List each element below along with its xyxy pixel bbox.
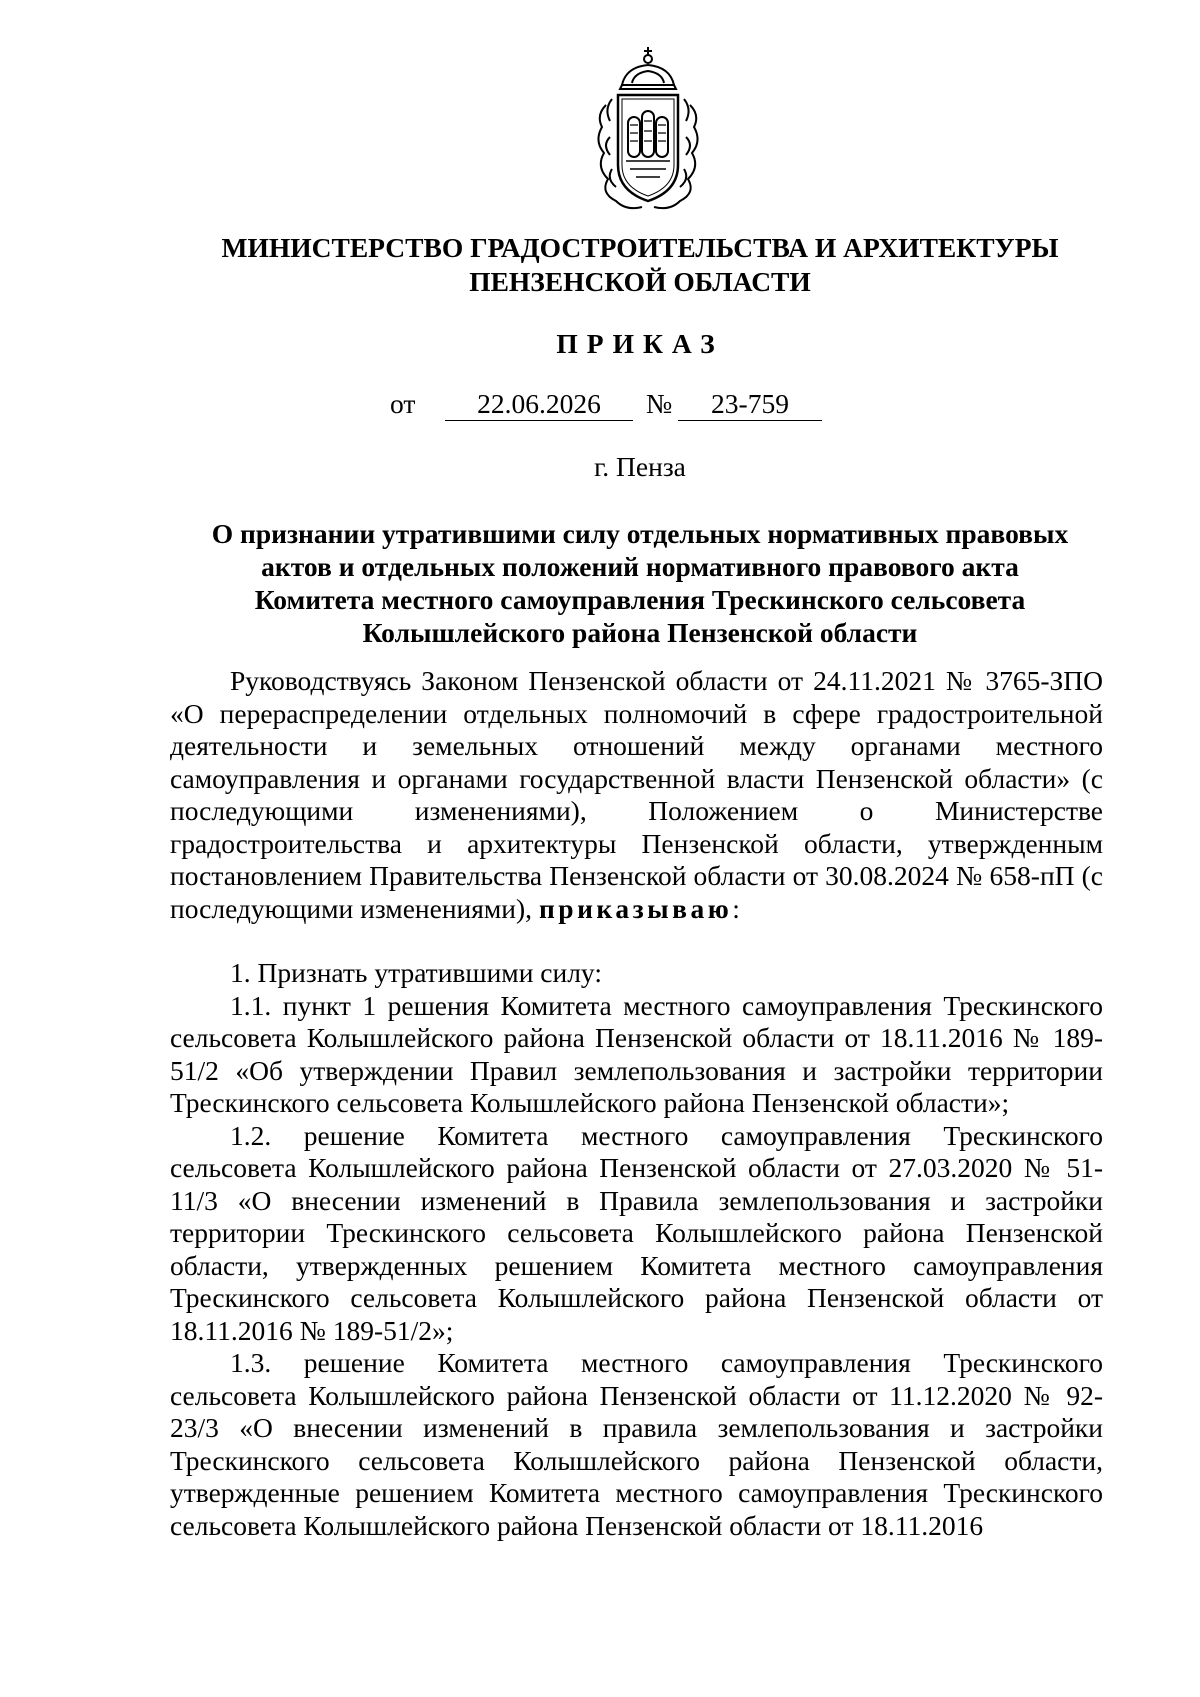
document-type: ПРИКАЗ xyxy=(556,328,724,359)
title-line-3: Комитета местного самоуправления Трескинского сельсовета xyxy=(254,584,1026,615)
date-prefix: от xyxy=(390,388,416,419)
city: г. Пенза xyxy=(594,451,686,482)
preamble-end: : xyxy=(732,892,740,924)
title-line-2: актов и отдельных положений нормативного правового акта xyxy=(261,551,1019,582)
document-title xyxy=(150,517,1130,649)
order-date: 22.06.2026 xyxy=(445,388,633,421)
item-1-2: 1.2. решение Комитета местного самоуправления Трескинского сельсовета Колышлейского района Пензенской области от 27.03.2020 № 51-11/3 «О внесении изменений в Правила землепользования и застройки территории Трескинского сельсовета Колышлейского района Пензенской области, утвержденных решением Комитета местного самоуправления Трескинского сельсовета Колышлейского района Пензенской области от 18.11.2016 № 189-51/2»; xyxy=(170,1119,1103,1346)
title-line-4: Колышлейского района Пензенской области xyxy=(362,617,918,648)
order-number: 23-759 xyxy=(678,388,822,421)
preamble-paragraph xyxy=(170,665,1103,925)
ministry-name xyxy=(0,231,1200,299)
item-1: 1. Признать утратившими силу: xyxy=(230,957,602,988)
ministry-name-line-2: ПЕНЗЕНСКОЙ ОБЛАСТИ xyxy=(469,266,811,297)
date-number-row xyxy=(0,388,1200,424)
coat-of-arms-emblem xyxy=(592,45,704,217)
document-body xyxy=(170,665,1103,1542)
item-1-1: 1.1. пункт 1 решения Комитета местного самоуправления Трескинского сельсовета Колышлейского района Пензенской области от 18.11.2016 № 189-51/2 «Об утверждении Правил землепользования и застройки территории Трескинского сельсовета Колышлейского района Пензенской области»; xyxy=(170,989,1103,1118)
preamble-emphasis: приказываю xyxy=(538,892,733,924)
title-line-1: О признании утратившими силу отдельных нормативных правовых xyxy=(211,518,1069,549)
number-prefix: № xyxy=(646,388,673,419)
ministry-name-line-1: МИНИСТЕРСТВО ГРАДОСТРОИТЕЛЬСТВА И АРХИТЕКТУРЫ xyxy=(221,232,1059,263)
item-1-3: 1.3. решение Комитета местного самоуправления Трескинского сельсовета Колышлейского района Пензенской области от 11.12.2020 № 92-23/3 «О внесении изменений в правила землепользования и застройки Трескинского сельсовета Колышлейского района Пензенской области, утвержденные решением Комитета местного самоуправления Трескинского сельсовета Колышлейского района Пензенской области от 18.11.2016 xyxy=(170,1347,1103,1541)
preamble-text: Руководствуясь Законом Пензенской области от 24.11.2021 № 3765-ЗПО «О перераспределении отдельных полномочий в сфере градостроительной деятельности и земельных отношений между органами местного самоуправления и органами государственной власти Пензенской области» (с последующими изменениями), Положением о Министерстве градостроительства и архитектуры Пензенской области, утвержденным постановлением Правительства Пензенской области от 30.08.2024 № 658-пП (с последующими изменениями), xyxy=(170,665,1103,924)
